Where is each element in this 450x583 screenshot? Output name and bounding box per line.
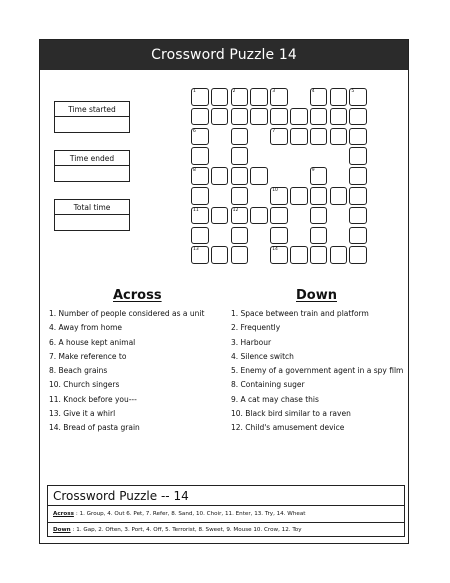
grid-cell[interactable] (250, 167, 268, 185)
clue-number: 12 (232, 207, 239, 213)
time-ended-box (54, 150, 130, 182)
grid-cell[interactable] (231, 246, 249, 264)
clue-number: 10 (272, 188, 278, 193)
grid-cell[interactable] (270, 128, 288, 146)
down-clue: 1. Space between train and platform (231, 309, 369, 318)
across-clue-list (49, 307, 204, 436)
grid-cell[interactable] (349, 108, 367, 126)
down-clue: 2. Frequently (231, 323, 281, 333)
grid-cell[interactable] (270, 108, 288, 126)
grid-cell[interactable] (250, 88, 268, 106)
time-ended-label: Time ended (55, 151, 129, 166)
grid-cell[interactable] (349, 207, 367, 225)
grid-cell[interactable] (211, 246, 229, 264)
grid-cell[interactable] (330, 246, 348, 264)
across-clue: 8. Beach grains (49, 366, 108, 376)
answer-down-text: : 1. Gap, 2. Often, 3. Port, 4. Off, 5. Terrorist, 8. Sweet, 9. Mouse 10. Crow, 12. Toy (72, 527, 302, 533)
grid-cell[interactable] (349, 227, 367, 245)
grid-cell[interactable] (310, 108, 328, 126)
answer-down-label: Down (53, 527, 71, 533)
grid-cell[interactable] (310, 207, 328, 225)
grid-cell[interactable] (231, 128, 249, 146)
across-clue: 4. Away from home (49, 323, 123, 333)
grid-cell[interactable] (349, 88, 367, 106)
grid-cell[interactable] (211, 207, 229, 225)
down-clue: 8. Containing suger (231, 380, 305, 390)
down-clue: 4. Silence switch (231, 351, 294, 361)
clue-number: 7 (272, 128, 276, 134)
clue-number: 5 (351, 89, 355, 94)
puzzle-page (39, 39, 409, 544)
answer-across-label: Across (53, 511, 74, 517)
time-started-box (54, 101, 130, 133)
answer-key-across (48, 506, 404, 522)
grid-cell[interactable] (231, 88, 249, 106)
grid-cell[interactable] (330, 128, 348, 146)
clue-number: 2 (232, 89, 236, 94)
grid-cell[interactable] (191, 227, 209, 245)
grid-cell[interactable] (270, 227, 288, 245)
grid-cell[interactable] (231, 227, 249, 245)
grid-cell[interactable] (191, 207, 209, 225)
grid-cell[interactable] (250, 108, 268, 126)
across-clue: 1. Number of people considered as a unit (49, 309, 205, 318)
grid-cell[interactable] (349, 128, 367, 146)
grid-cell[interactable] (250, 207, 268, 225)
down-clue: 5. Enemy of a government agent in a spy film (231, 366, 404, 376)
grid-cell[interactable] (231, 147, 249, 165)
grid-cell[interactable] (349, 147, 367, 165)
grid-cell[interactable] (290, 246, 308, 264)
grid-cell[interactable] (270, 187, 288, 205)
across-clue: 13. Give it a whirl (49, 409, 116, 419)
page-title (40, 40, 408, 70)
grid-cell[interactable] (330, 187, 348, 205)
grid-cell[interactable] (211, 88, 229, 106)
grid-cell[interactable] (310, 187, 328, 205)
grid-cell[interactable] (270, 207, 288, 225)
grid-cell[interactable] (231, 207, 249, 225)
grid-cell[interactable] (290, 187, 308, 205)
clue-number: 9 (311, 168, 315, 174)
down-clue: 3. Harbour (231, 337, 272, 347)
grid-cell[interactable] (191, 108, 209, 126)
grid-cell[interactable] (310, 167, 328, 185)
grid-cell[interactable] (349, 246, 367, 264)
grid-cell[interactable] (349, 167, 367, 185)
clue-number: 3 (272, 89, 276, 94)
grid-cell[interactable] (290, 128, 308, 146)
across-heading: Across (113, 288, 162, 303)
answer-across-text: : 1. Group, 4. Out 6. Pet, 7. Refer, 8. Sand, 10. Choir, 11. Enter, 13. Try, 14. Wheat (75, 511, 306, 517)
total-time-box (54, 199, 130, 231)
down-clue: 10. Black bird similar to a raven (231, 409, 351, 419)
grid-cell[interactable] (310, 128, 328, 146)
clue-number: 4 (311, 89, 315, 94)
grid-cell[interactable] (231, 167, 249, 185)
grid-cell[interactable] (191, 88, 209, 106)
grid-cell[interactable] (310, 227, 328, 245)
grid-cell[interactable] (191, 128, 209, 146)
across-clue: 11. Knock before you--- (49, 394, 137, 404)
grid-cell[interactable] (191, 147, 209, 165)
answer-key-title: Crossword Puzzle -- 14 (48, 486, 404, 506)
grid-cell[interactable] (191, 167, 209, 185)
across-clue: 10. Church singers (49, 380, 120, 390)
clue-number: 11 (193, 207, 199, 213)
grid-cell[interactable] (231, 108, 249, 126)
clue-number: 1 (193, 89, 196, 94)
answer-key (47, 485, 405, 537)
clue-number: 14 (272, 247, 278, 253)
grid-cell[interactable] (231, 187, 249, 205)
grid-cell[interactable] (211, 108, 229, 126)
down-heading: Down (296, 288, 337, 303)
grid-cell[interactable] (330, 108, 348, 126)
across-clue: 14. Bread of pasta grain (49, 423, 140, 433)
clue-number: 8 (193, 168, 196, 174)
grid-cell[interactable] (270, 246, 288, 264)
time-started-label: Time started (55, 102, 129, 117)
across-clue: 6. A house kept animal (49, 337, 136, 347)
grid-cell[interactable] (211, 167, 229, 185)
clue-number: 6 (193, 128, 196, 134)
title-text: Crossword Puzzle 14 (151, 47, 297, 63)
down-clue-list (231, 307, 403, 436)
grid-cell[interactable] (349, 187, 367, 205)
grid-cell[interactable] (310, 88, 328, 106)
down-clue: 12. Child's amusement device (231, 423, 345, 433)
total-time-label: Total time (55, 200, 129, 215)
grid-cell[interactable] (270, 88, 288, 106)
down-clue: 9. A cat may chase this (231, 394, 319, 404)
grid-cell[interactable] (290, 108, 308, 126)
grid-cell[interactable] (191, 246, 209, 264)
grid-cell[interactable] (330, 88, 348, 106)
answer-key-down (48, 522, 404, 537)
grid-cell[interactable] (191, 187, 209, 205)
grid-cell[interactable] (310, 246, 328, 264)
across-clue: 7. Make reference to (49, 351, 127, 361)
clue-number: 13 (193, 247, 199, 253)
